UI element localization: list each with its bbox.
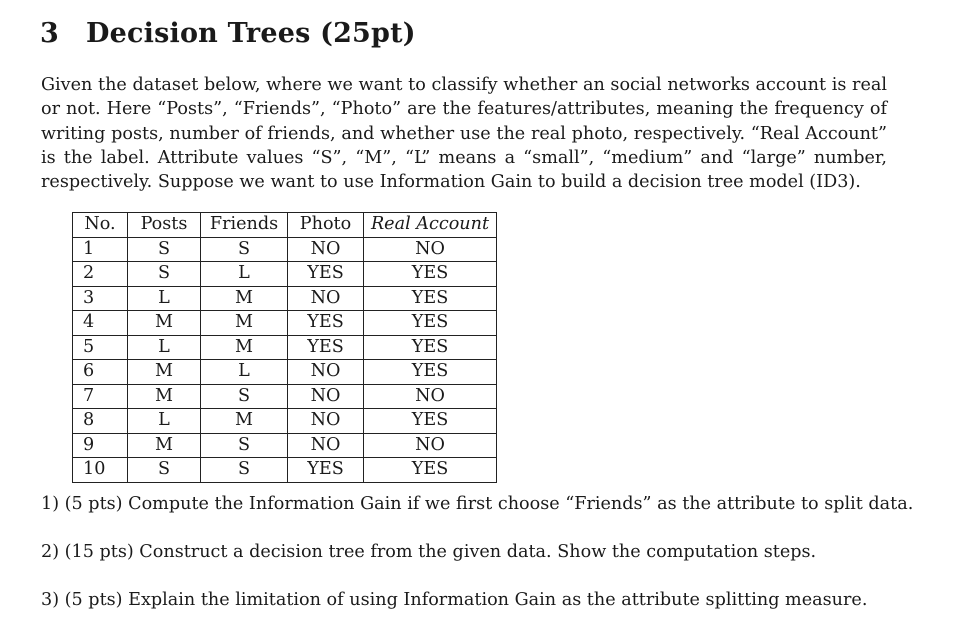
cell-real-account: NO bbox=[364, 237, 497, 262]
header-real-account: Real Account bbox=[364, 213, 497, 238]
table-row bbox=[73, 262, 497, 287]
cell-photo: NO bbox=[288, 237, 364, 262]
cell-posts: M bbox=[128, 433, 201, 458]
cell-photo: NO bbox=[288, 409, 364, 434]
cell-friends: L bbox=[201, 262, 288, 287]
header-posts: Posts bbox=[128, 213, 201, 238]
cell-friends: S bbox=[201, 433, 288, 458]
cell-friends: S bbox=[201, 458, 288, 483]
section-heading bbox=[40, 18, 416, 49]
section-number: 3 bbox=[40, 18, 59, 49]
cell-no: 8 bbox=[73, 409, 128, 434]
cell-posts: M bbox=[128, 311, 201, 336]
intro-paragraph: Given the dataset below, where we want to classify whether an social networks account is real or not. Here “Posts”, “Friends”, “Photo” are the features/attributes, meaning the frequency of writing posts, number of friends, and whether use the real photo, respectively. “Real Account” is the label. Attribute values “S”, “M”, “L” means a “small”, “medium” and “large” number, respectively. Suppose we want to use Information Gain to build a decision tree model (ID3). bbox=[41, 75, 887, 193]
table-row bbox=[73, 335, 497, 360]
cell-real-account: YES bbox=[364, 409, 497, 434]
question-1: 1) (5 pts) Compute the Information Gain if we first choose “Friends” as the attribute to split data. bbox=[41, 494, 914, 514]
cell-no: 4 bbox=[73, 311, 128, 336]
cell-friends: M bbox=[201, 409, 288, 434]
cell-photo: YES bbox=[288, 311, 364, 336]
cell-photo: NO bbox=[288, 286, 364, 311]
cell-no: 9 bbox=[73, 433, 128, 458]
cell-no: 2 bbox=[73, 262, 128, 287]
cell-no: 1 bbox=[73, 237, 128, 262]
cell-real-account: NO bbox=[364, 433, 497, 458]
cell-photo: NO bbox=[288, 384, 364, 409]
cell-photo: YES bbox=[288, 262, 364, 287]
cell-photo: YES bbox=[288, 335, 364, 360]
table-row bbox=[73, 237, 497, 262]
table-row bbox=[73, 433, 497, 458]
cell-posts: L bbox=[128, 409, 201, 434]
cell-no: 6 bbox=[73, 360, 128, 385]
cell-real-account: YES bbox=[364, 458, 497, 483]
table-row bbox=[73, 286, 497, 311]
cell-no: 7 bbox=[73, 384, 128, 409]
header-no: No. bbox=[73, 213, 128, 238]
cell-friends: M bbox=[201, 335, 288, 360]
cell-posts: M bbox=[128, 360, 201, 385]
cell-photo: YES bbox=[288, 458, 364, 483]
cell-friends: L bbox=[201, 360, 288, 385]
cell-friends: S bbox=[201, 384, 288, 409]
cell-real-account: YES bbox=[364, 286, 497, 311]
question-2: 2) (15 pts) Construct a decision tree from the given data. Show the computation steps. bbox=[41, 542, 817, 562]
cell-friends: M bbox=[201, 286, 288, 311]
table-row bbox=[73, 384, 497, 409]
cell-posts: S bbox=[128, 458, 201, 483]
table-row bbox=[73, 458, 497, 483]
cell-no: 5 bbox=[73, 335, 128, 360]
cell-real-account: NO bbox=[364, 384, 497, 409]
cell-real-account: YES bbox=[364, 335, 497, 360]
cell-real-account: YES bbox=[364, 262, 497, 287]
cell-friends: S bbox=[201, 237, 288, 262]
cell-posts: L bbox=[128, 335, 201, 360]
cell-posts: S bbox=[128, 237, 201, 262]
cell-real-account: YES bbox=[364, 360, 497, 385]
table-row bbox=[73, 311, 497, 336]
cell-real-account: YES bbox=[364, 311, 497, 336]
header-friends: Friends bbox=[201, 213, 288, 238]
cell-posts: L bbox=[128, 286, 201, 311]
cell-photo: NO bbox=[288, 360, 364, 385]
cell-no: 10 bbox=[73, 458, 128, 483]
cell-posts: M bbox=[128, 384, 201, 409]
cell-photo: NO bbox=[288, 433, 364, 458]
cell-posts: S bbox=[128, 262, 201, 287]
question-3: 3) (5 pts) Explain the limitation of using Information Gain as the attribute splitting measure. bbox=[41, 590, 868, 610]
dataset-table bbox=[72, 212, 497, 483]
cell-no: 3 bbox=[73, 286, 128, 311]
cell-friends: M bbox=[201, 311, 288, 336]
table-body bbox=[73, 237, 497, 482]
section-title: Decision Trees (25pt) bbox=[86, 18, 416, 49]
table-row bbox=[73, 409, 497, 434]
table-row bbox=[73, 360, 497, 385]
header-photo: Photo bbox=[288, 213, 364, 238]
table-header-row bbox=[73, 213, 497, 238]
